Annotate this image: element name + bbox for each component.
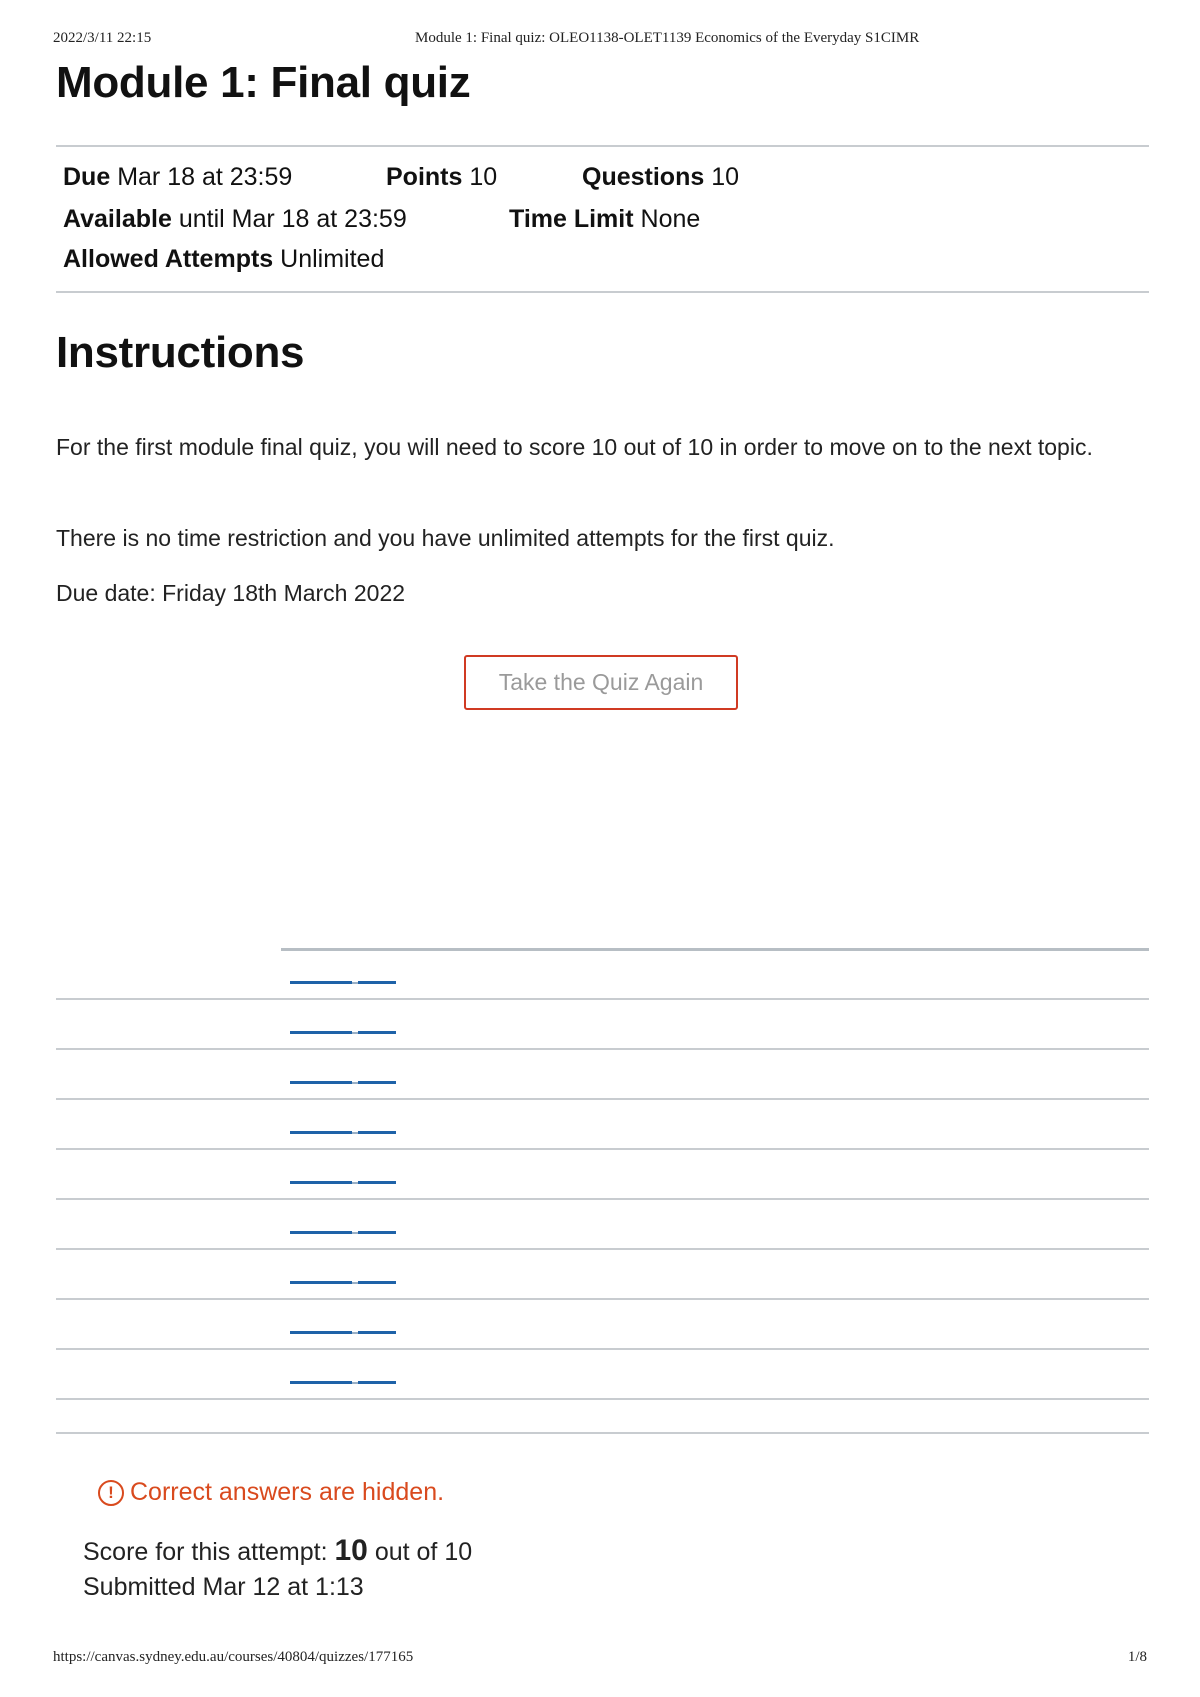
page-title: Module 1: Final quiz: [56, 58, 471, 107]
attempt-link[interactable]: [358, 1181, 396, 1184]
print-footer: [53, 1649, 1147, 1669]
meta-points-label: Points: [386, 163, 463, 191]
instructions-paragraph: There is no time restriction and you have unlimited attempts for the first quiz.: [56, 525, 835, 551]
attempt-link[interactable]: [358, 1281, 396, 1284]
table-row: [56, 1048, 1149, 1100]
print-document-title: Module 1: Final quiz: OLEO1138-OLET1139 Economics of the Everyday S1CIMR: [415, 30, 920, 46]
meta-questions: [582, 162, 739, 192]
instructions-paragraph: For the first module final quiz, you will need to score 10 out of 10 in order to move on to the next topic.: [56, 434, 1093, 460]
table-row: [56, 1148, 1149, 1200]
attempt-link[interactable]: [358, 1381, 396, 1384]
instructions-heading: Instructions: [56, 328, 305, 377]
attempt-link[interactable]: [358, 1131, 396, 1134]
submitted-timestamp: Submitted Mar 12 at 1:13: [83, 1573, 364, 1601]
meta-due: [63, 162, 292, 192]
attempt-link[interactable]: [290, 1081, 352, 1084]
instructions-paragraph: Due date: Friday 18th March 2022: [56, 580, 406, 606]
attempt-link[interactable]: [290, 981, 352, 984]
meta-allowed-attempts: [63, 244, 384, 274]
meta-available-label: Available: [63, 205, 172, 233]
attempt-link[interactable]: [290, 1331, 352, 1334]
meta-attempts-value: Unlimited: [280, 245, 385, 273]
meta-available: [63, 204, 407, 234]
attempt-link[interactable]: [290, 1231, 352, 1234]
table-row: [56, 998, 1149, 1050]
divider: [56, 145, 1149, 147]
meta-points-value: 10: [469, 163, 498, 191]
table-row: [56, 1198, 1149, 1250]
attempt-link[interactable]: [358, 1231, 396, 1234]
attempt-link[interactable]: [290, 1031, 352, 1034]
meta-questions-value: 10: [711, 163, 740, 191]
table-row: [56, 1248, 1149, 1300]
meta-time-limit-label: Time Limit: [509, 205, 634, 233]
attempt-link[interactable]: [358, 981, 396, 984]
meta-attempts-label: Allowed Attempts: [63, 245, 274, 273]
attempt-link[interactable]: [358, 1031, 396, 1034]
attempt-link[interactable]: [358, 1331, 396, 1334]
attempt-link[interactable]: [358, 1081, 396, 1084]
meta-available-value: until Mar 18 at 23:59: [178, 205, 407, 233]
hidden-notice-text: Correct answers are hidden.: [130, 1478, 445, 1506]
divider: [56, 1432, 1149, 1434]
meta-due-label: Due: [63, 163, 111, 191]
table-row: [56, 1348, 1149, 1400]
table-row: [56, 1298, 1149, 1350]
score-suffix: out of 10: [374, 1538, 473, 1566]
print-url: https://canvas.sydney.edu.au/courses/40804/quizzes/177165: [53, 1649, 414, 1665]
table-row: [56, 1098, 1149, 1150]
score-value: 10: [334, 1534, 368, 1567]
attempt-score: [83, 1534, 472, 1568]
print-header: [53, 30, 1147, 50]
table-row: [56, 948, 1149, 1000]
meta-time-limit: [509, 204, 700, 234]
correct-answers-hidden-notice: [98, 1478, 444, 1507]
meta-due-value: Mar 18 at 23:59: [117, 163, 293, 191]
print-timestamp: 2022/3/11 22:15: [53, 30, 152, 46]
attempt-link[interactable]: [290, 1131, 352, 1134]
divider: [56, 291, 1149, 293]
score-prefix: Score for this attempt:: [83, 1538, 328, 1566]
print-page-number: 1/8: [1127, 1649, 1147, 1665]
take-quiz-again-button[interactable]: Take the Quiz Again: [464, 655, 738, 710]
meta-points: [386, 162, 497, 192]
meta-questions-label: Questions: [582, 163, 705, 191]
warning-icon: !: [98, 1480, 124, 1506]
meta-time-limit-value: None: [640, 205, 701, 233]
attempt-link[interactable]: [290, 1181, 352, 1184]
attempt-link[interactable]: [290, 1281, 352, 1284]
attempt-link[interactable]: [290, 1381, 352, 1384]
